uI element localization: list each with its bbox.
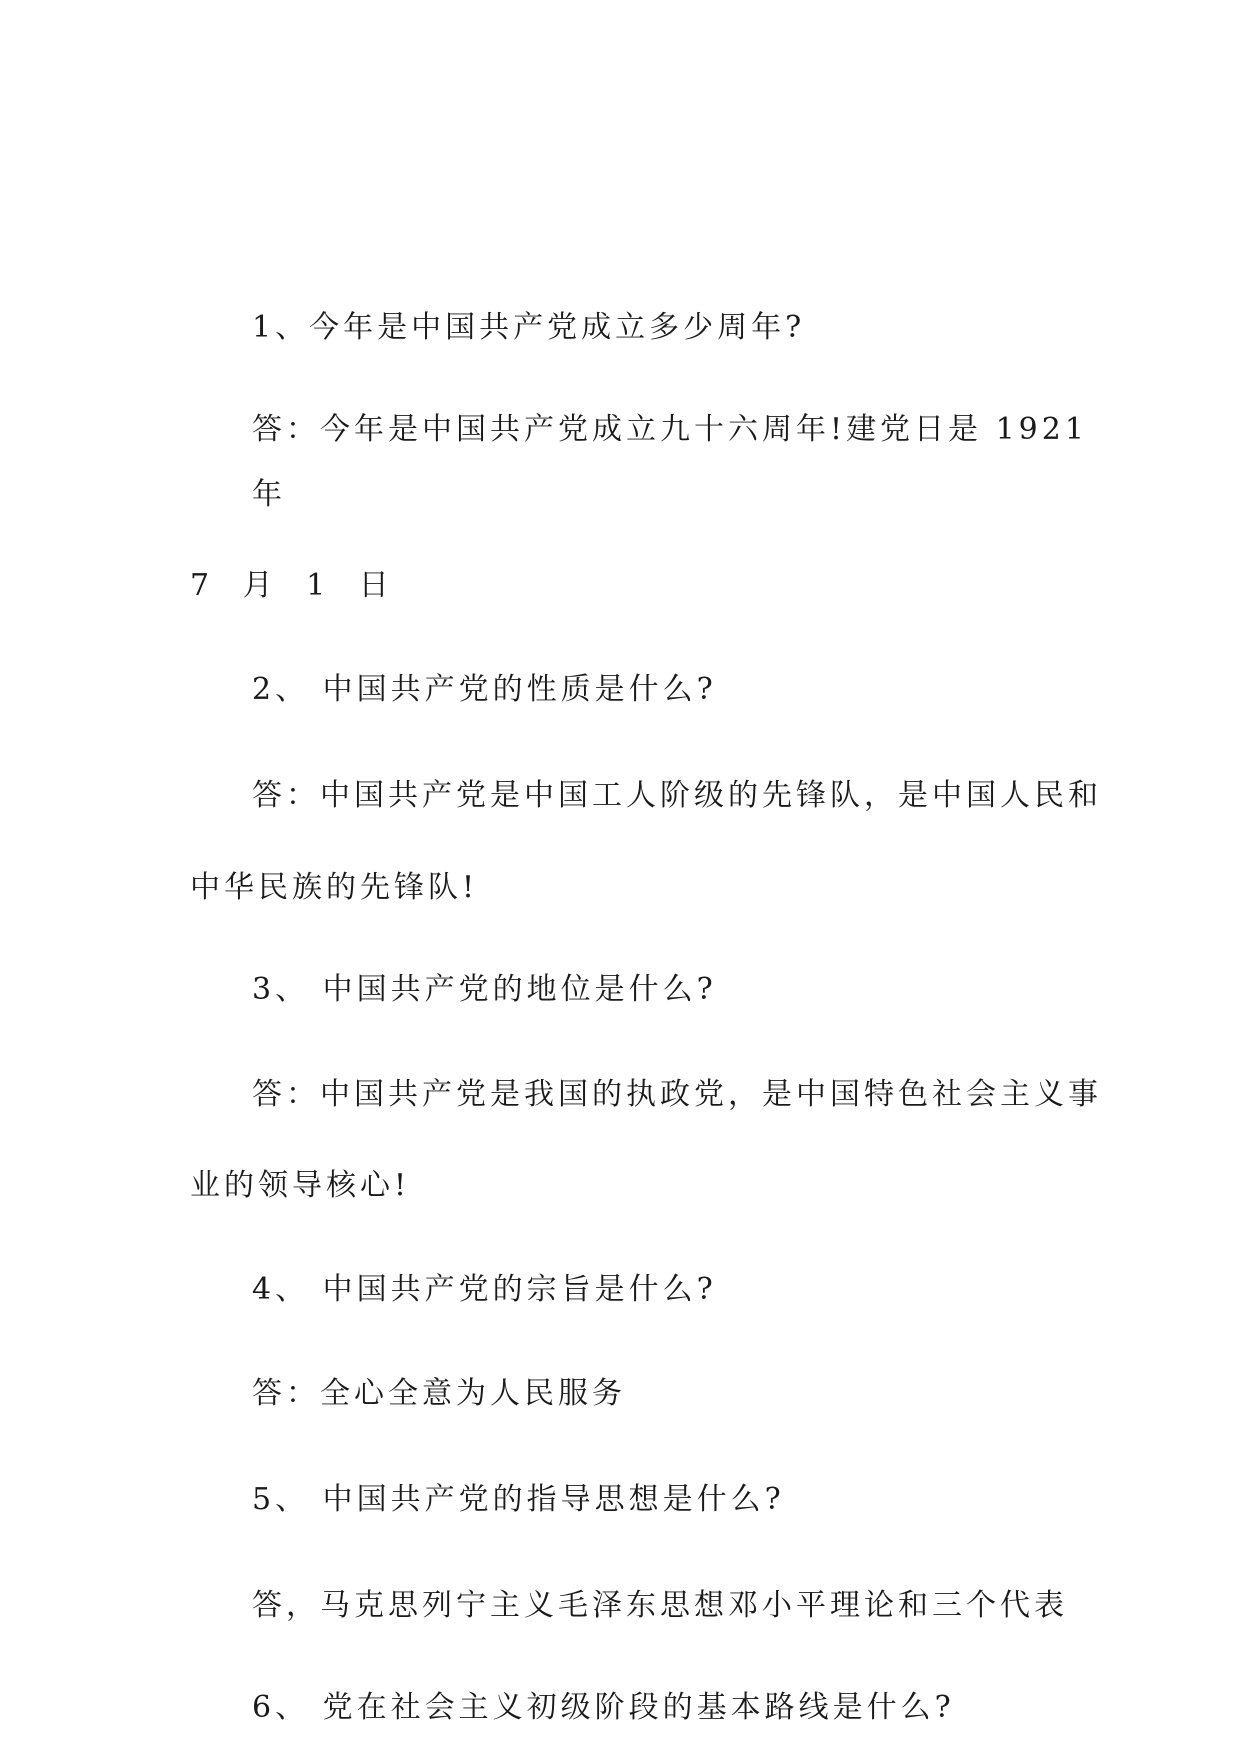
answer-2-line-1: 答：中国共产党是中国工人阶级的先锋队，是中国人民和 bbox=[252, 778, 1102, 813]
question-3: 3、 中国共产党的地位是什么? bbox=[252, 972, 717, 1007]
answer-2-line-2: 中华民族的先锋队! bbox=[190, 870, 479, 905]
question-2: 2、 中国共产党的性质是什么? bbox=[252, 672, 717, 707]
answer-1-line-2: 年 bbox=[252, 477, 286, 512]
question-4: 4、 中国共产党的宗旨是什么? bbox=[252, 1272, 717, 1307]
answer-4: 答：全心全意为人民服务 bbox=[252, 1376, 626, 1411]
answer-3-line-1: 答：中国共产党是我国的执政党，是中国特色社会主义事 bbox=[252, 1077, 1102, 1112]
answer-3-line-2: 业的领导核心! bbox=[190, 1168, 411, 1203]
question-1: 1、今年是中国共产党成立多少周年? bbox=[252, 310, 806, 345]
answer-1-line-1: 答：今年是中国共产党成立九十六周年!建党日是 1921 bbox=[252, 412, 1088, 447]
question-5: 5、 中国共产党的指导思想是什么? bbox=[252, 1482, 785, 1517]
answer-5: 答，马克思列宁主义毛泽东思想邓小平理论和三个代表 bbox=[252, 1588, 1068, 1623]
answer-1-line-3: 7 月 1 日 bbox=[190, 568, 401, 603]
question-6: 6、 党在社会主义初级阶段的基本路线是什么? bbox=[252, 1690, 955, 1725]
